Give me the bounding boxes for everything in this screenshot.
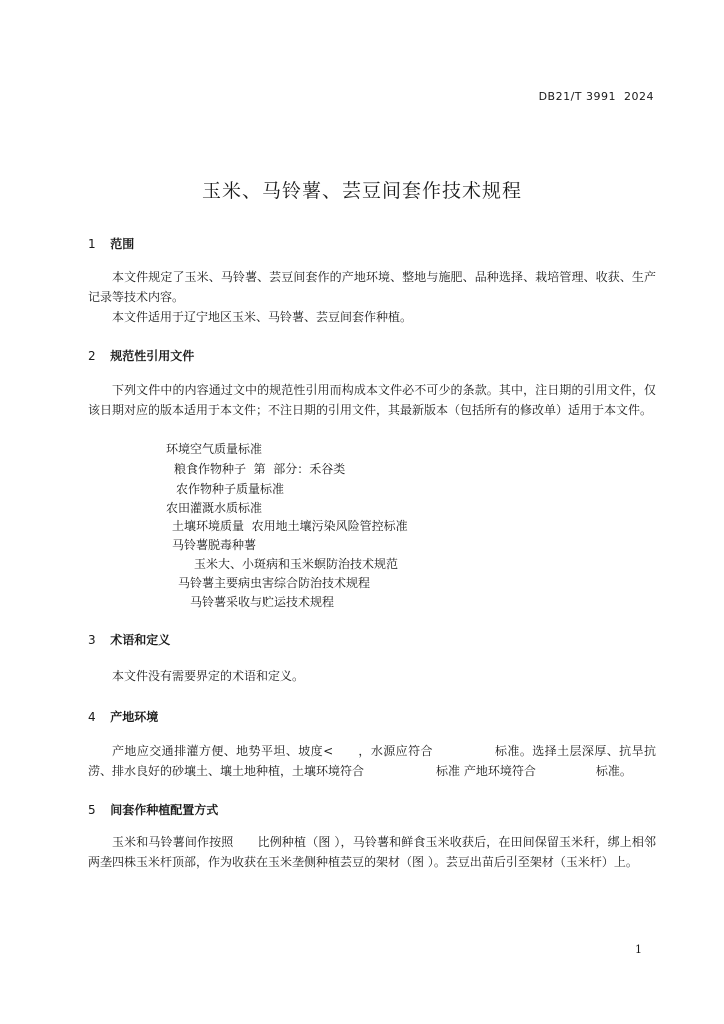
- page-number: 1: [635, 943, 642, 956]
- section-2-heading: [88, 347, 194, 364]
- standard-code: DB21/T 3991 2024: [538, 90, 654, 103]
- section-3-heading: [88, 631, 170, 648]
- reference-item: 马铃薯采收与贮运技术规程: [190, 595, 335, 609]
- section-1-paragraph-1: 本文件规定了玉米、马铃薯、芸豆间套作的产地环境、整地与施肥、品种选择、栽培管理、收获、生产记录等技术内容。: [88, 270, 656, 304]
- section-1-paragraph-2: 本文件适用于辽宁地区玉米、马铃薯、芸豆间套作种植。: [112, 310, 413, 324]
- section-number: 1: [88, 237, 96, 251]
- section-2-paragraph-1: 下列文件中的内容通过文中的规范性引用而构成本文件必不可少的条款。其中，注日期的引用文件，仅该日期对应的版本适用于本文件；不注日期的引用文件，其最新版本（包括所有的修改单）适用于本文件。: [88, 383, 656, 417]
- section-5-paragraph-1: 玉米和马铃薯间作按照 比例种植（图 ），马铃薯和鲜食玉米收获后，在田间保留玉米秆，绑上相邻两垄四株玉米杆顶部，作为收获在玉米垄侧种植芸豆的架材（图 ）。芸豆出苗后引至架材（玉米杆）上。: [88, 835, 656, 869]
- section-title: 间套作种植配置方式: [110, 803, 219, 817]
- reference-item: 农田灌溉水质标准: [166, 501, 263, 515]
- section-title: 范围: [110, 237, 135, 251]
- section-3-paragraph-1: 本文件没有需要界定的术语和定义。: [112, 669, 305, 683]
- section-title: 规范性引用文件: [110, 349, 195, 363]
- section-number: 3: [88, 633, 96, 647]
- reference-item: 土壤环境质量 农用地土壤污染风险管控标准: [172, 519, 408, 533]
- reference-item: 马铃薯脱毒种薯: [172, 538, 257, 552]
- section-title: 术语和定义: [110, 633, 171, 647]
- section-1-heading: [88, 235, 134, 252]
- section-number: 4: [88, 710, 96, 724]
- section-number: 2: [88, 349, 96, 363]
- section-4-heading: [88, 708, 158, 725]
- reference-item: 马铃薯主要病虫害综合防治技术规程: [178, 576, 371, 590]
- document-title: 玉米、马铃薯、芸豆间套作技术规程: [201, 180, 522, 202]
- section-number: 5: [88, 803, 96, 817]
- section-4-paragraph-1: 产地应交通排灌方便、地势平坦、坡度< ，水源应符合 标准。选择土层深厚、抗旱抗涝、排水良好的砂壤土、壤土地种植，土壤环境符合 标准 产地环境符合 标准。: [88, 744, 656, 778]
- reference-item: 粮食作物种子 第 部分：禾谷类: [174, 462, 346, 476]
- reference-item: 玉米大、小斑病和玉米螟防治技术规范: [194, 557, 399, 571]
- section-title: 产地环境: [110, 710, 159, 724]
- reference-item: 农作物种子质量标准: [176, 482, 285, 496]
- section-5-heading: [88, 801, 218, 818]
- reference-item: 环境空气质量标准: [166, 442, 263, 456]
